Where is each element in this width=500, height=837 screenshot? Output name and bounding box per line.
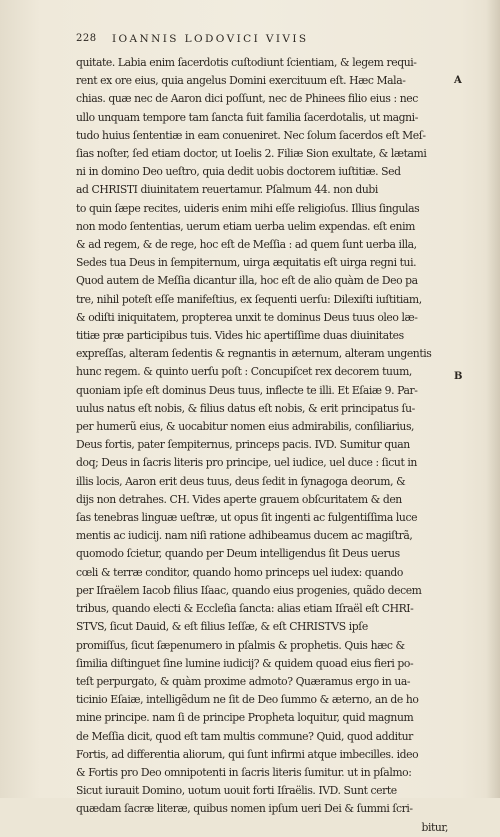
text-line: tudo huius ſententiæ in eam conueniret. Nec ſolum ſacerdos eſt Meſ- [76,128,426,142]
text-line: cœli & terræ conditor, quando homo princeps uel iudex: quando [76,565,403,579]
text-line: chias. quæ nec de Aaron dici poſſunt, nec de Phinees filio eius : nec [76,92,418,106]
text-line: ad CHRISTI diuinitatem reuertamur. Pſalmum 44. non dubi [76,183,378,197]
running-head: IOANNIS LODOVICI VIVIS [112,33,309,45]
text-line: & odiſti iniquitatem, propterea unxit te dominus Deus tuus oleo læ- [76,310,418,324]
folio-number: 228 [76,33,97,44]
text-line: Sedes tua Deus in ſempiternum, uirga æquitatis eſt uirga regni tui. [76,256,417,270]
text-line: per Iſraëlem Iacob filius Iſaac, quando eius progenies, quãdo decem [76,583,422,597]
text-line: & ad regem, & de rege, hoc eſt de Meſſia : ad quem ſunt uerba illa, [76,238,417,252]
text-line: Sicut iurauit Domino, uotum uouit forti Iſraëlis. IVD. Sunt certe [76,784,397,798]
text-line: illis locis, Aaron erit deus tuus, deus ſedit in ſynagoga deorum, & [76,474,406,488]
text-line: mentis ac iudicij. nam niſi ratione adhibeamus ducem ac magiſtrã, [76,529,413,543]
text-line: ſas tenebras linguæ ueſtræ, ut opus ſit ingenti ac fulgentiſſima luce [76,511,418,525]
text-line: rent ex ore eius, quia angelus Domini exercituum eſt. Hæc Mala- [76,74,406,88]
text-line: quoniam ipſe eſt dominus Deus tuus, inflecte te illi. Et Eſaiæ 9. Par- [76,383,418,397]
text-line: Quod autem de Meſſia dicantur illa, hoc eſt de alio quàm de Deo pa [76,274,418,288]
page-edge-shadow [486,0,500,798]
text-line: Deus fortis, pater ſempiternus, princeps pacis. IVD. Sumitur quan [76,438,410,452]
catchword: bitur, [421,820,448,834]
text-line: ticinio Eſaiæ, intelligẽdum ne ſit de Deo ſummo & æterno, an de ho [76,693,419,707]
text-line: tribus, quando electi & Eccleſia ſancta: alias etiam Iſraël eſt CHRI- [76,602,414,616]
text-line: to quin ſæpe recites, uideris enim mihi eſſe religioſus. Illius ſingulas [76,201,420,215]
text-line: ullo unquam tempore tam ſancta fuit familia ſacerdotalis, ut magni- [76,110,418,124]
text-line: dijs non detrahes. CH. Vides aperte grauem obſcuritatem & den [76,492,402,506]
marginal-letter-b: B [454,371,463,382]
text-line: quædam ſacræ literæ, quibus nomen ipſum ueri Dei & ſummi ſcri- [76,802,413,816]
page-header [0,33,500,49]
text-line: titiæ præ participibus tuis. Vides hic apertiſſime duas diuinitates [76,329,404,343]
text-line: uulus natus eſt nobis, & filius datus eſt nobis, & erit principatus ſu- [76,401,415,415]
text-line: ni in domino Deo ueſtro, quia dedit uobis doctorem iuſtitiæ. Sed [76,165,401,179]
text-line: Fortis, ad differentia aliorum, qui ſunt infirmi atque imbecilles. ideo [76,747,419,761]
text-line: de Meſſia dicit, quod eſt tam multis commune? Quid, quod additur [76,729,413,743]
text-line: hunc regem. & quinto uerſu poſt : Concupiſcet rex decorem tuum, [76,365,412,379]
text-line: ſimilia diſtinguet ſine lumine iudicij? & quidem quoad eius fieri po- [76,656,414,670]
text-line: doq; Deus in ſacris literis pro principe, uel iudice, uel duce : ſicut in [76,456,417,470]
text-line: STVS, ſicut Dauid, & eſt filius Ieſſæ, & eſt CHRISTVS ipſe [76,620,368,634]
text-line: per humerũ eius, & uocabitur nomen eius admirabilis, conſiliarius, [76,420,415,434]
text-line: & Fortis pro Deo omnipotenti in ſacris literis ſumitur. ut in pſalmo: [76,765,412,779]
marginal-letter-a: A [454,75,462,86]
text-line: teſt perpurgato, & quàm proxime admoto? Quæramus ergo in ua- [76,674,411,688]
text-line: ſias noſter, ſed etiam doctor, ut Ioelis 2. Filiæ Sion exultate, & lætami [76,147,427,161]
text-line: mine principe. nam ſi de principe Propheta loquitur, quid magnum [76,711,414,725]
text-line: promiſſus, ſicut ſæpenumero in pſalmis & prophetis. Quis hæc & [76,638,405,652]
body-text [76,54,448,837]
text-line: non modo ſententias, uerum etiam uerba uelim expendas. eſt enim [76,219,415,233]
text-line: quomodo ſcietur, quando per Deum intelligendus ſit Deus uerus [76,547,400,561]
text-line: tre, nihil poteſt eſſe manifeſtius, ex ſequenti uerſu: Dilexiſti iuſtitiam, [76,292,422,306]
text-line: quitate. Labia enim ſacerdotis cuſtodiunt ſcientiam, & legem requi- [76,56,417,69]
text-line: expreſſas, alteram ſedentis & regnantis in æternum, alteram ungentis [76,347,432,361]
